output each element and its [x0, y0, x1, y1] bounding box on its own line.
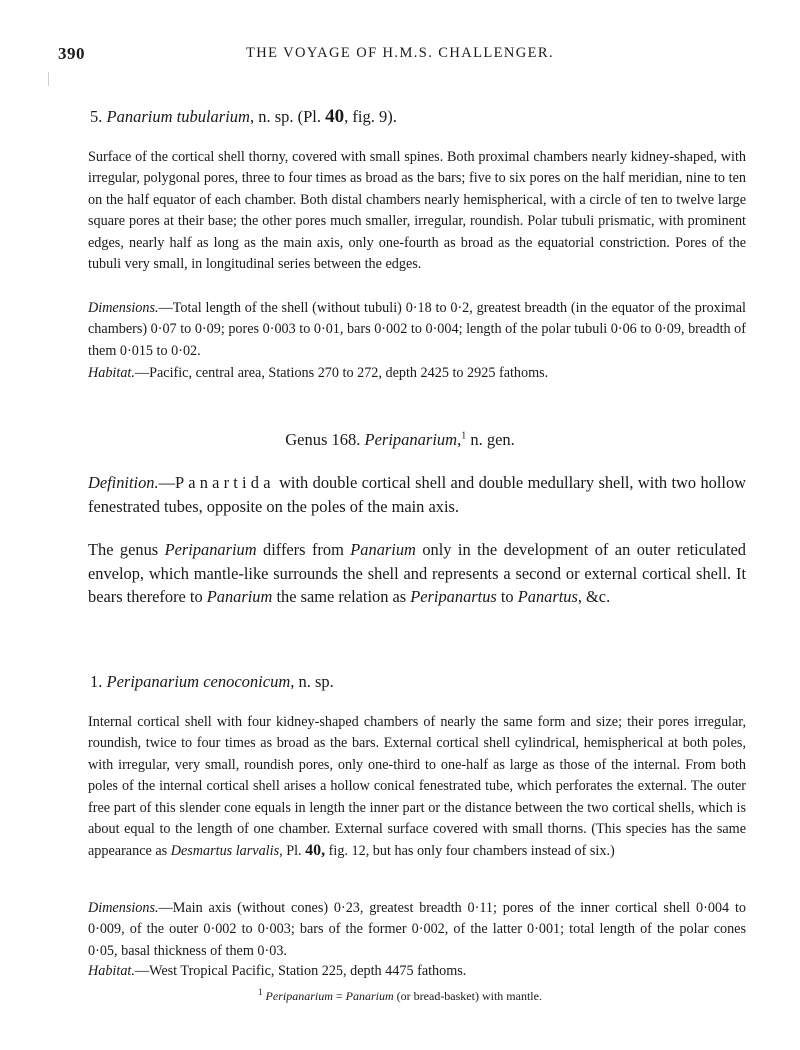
footnote-term: Peripanarium — [265, 989, 333, 1003]
species-heading-panarium-tubularium — [90, 106, 397, 128]
footnote — [0, 987, 800, 1004]
genus-heading — [0, 430, 800, 450]
habitat-paragraph — [88, 961, 746, 982]
note-genus-name: Panarium — [350, 540, 416, 559]
dimensions-text: —Main axis (without cones) 0·23, greatest breadth 0·11; pores of the inner cortical shell 0·004 to 0·009, of the outer 0·002 to 0·003; bars of the former 0·002, of the latter 0·001; total length of the polar cones 0·05, basal thickness of them 0·03. — [88, 900, 746, 959]
note-text: differs from — [256, 540, 351, 559]
genus-suffix: n. gen. — [466, 430, 515, 449]
note-genus-name: Panartus — [517, 587, 578, 607]
species-description-paragraph — [88, 147, 746, 275]
definition-text: with double cortical shell and double medullary shell, with two hollow fenestrated tubes, opposite on the poles of the main axis. — [88, 473, 746, 516]
margin-mark — [48, 72, 49, 86]
comparison-species: Desmartus larvalis, — [170, 843, 283, 860]
dimensions-text: —Total length of the shell (without tubuli) 0·18 to 0·2, greatest breadth (in the equator of the proximal chambers) 0·07 to 0·09; pores 0·003 to 0·01, bars 0·002 to 0·004; length of the polar tubuli 0·06 to 0·09, breadth of them 0·015 to 0·02. — [88, 300, 746, 359]
definition-dash: — — [158, 473, 175, 492]
definition-group: Panartida — [174, 473, 275, 492]
running-title: THE VOYAGE OF H.M.S. CHALLENGER. — [246, 45, 554, 61]
footnote-text: (or bread-basket) with mantle. — [393, 989, 542, 1003]
note-text: to — [496, 587, 518, 607]
species-suffix: , n. sp. (Pl. — [249, 107, 322, 126]
plate-number: 40, — [305, 842, 326, 860]
note-genus-name: Peripanartus — [410, 587, 497, 607]
plate-number: 40 — [325, 106, 345, 127]
running-header — [58, 44, 742, 66]
dimensions-label: Dimensions. — [88, 900, 159, 916]
habitat-text: —Pacific, central area, Stations 270 to 272, depth 2425 to 2925 fathoms. — [134, 365, 549, 381]
description-text: Surface of the cortical shell thorny, covered with small spines. Both proximal chambers nearly kidney-shaped, with irregular, polygonal pores, three to four times as broad as the bars; five to six pores on the half meridian, nine to ten on the half equator of each chamber. Both distal chambers nearly hemispherical, with a circle of ten to twelve large square pores at their base; the other pores much smaller, irregular, roundish. Polar tubuli prismatic, with prominent edges, nearly half as long as the main axis, only one-fourth as broad as the equatorial constriction. Pores of the tubuli very small, in longitudinal series between the edges. — [88, 149, 746, 273]
species-number: 5. — [90, 107, 103, 126]
description-text: Internal cortical shell with four kidney-shaped chambers of nearly the same form and size; their pores irregular, roundish, twice to four times as broad as the bars. External cortical shell cylindrical, hemispherical at both poles, with irregular, very small, roundish pores, only one-third to one-half as large as those of the internal. From both poles of the internal cortical shell arises a hollow conical fenestrated tube, which perforates the external. The outer free part of this slender cone equals in length the inner part or the distance between the two cortical shells, which is about equal to the length of one chamber. External surface covered with small thorns. (This species has the same appearance as — [88, 714, 746, 860]
species-name: Panarium tubularium — [106, 107, 250, 126]
note-text: only in the development of an outer reticulated envelop, which mantle-like surrounds the shell and represents a second or external cortical shell. It bears therefore to — [88, 540, 747, 607]
species-heading-peripanarium-cenoconicum — [90, 672, 334, 692]
dimensions-paragraph — [88, 298, 746, 362]
note-text: The genus — [88, 540, 165, 559]
note-text: the same relation as — [272, 587, 411, 607]
note-text: , &c. — [577, 587, 611, 607]
genus-note-paragraph — [88, 538, 746, 609]
footnote-mark: 1 — [258, 987, 263, 997]
footnote-base: Panarium — [345, 989, 394, 1003]
definition-paragraph — [88, 471, 746, 518]
species-name: Peripanarium cenoconicum — [106, 672, 291, 691]
dimensions-label: Dimensions. — [88, 300, 159, 316]
figure-ref: , fig. 9). — [344, 107, 397, 126]
habitat-label: Habitat. — [88, 963, 135, 979]
habitat-label: Habitat. — [88, 365, 135, 381]
species-suffix: , n. sp. — [290, 672, 334, 691]
page-number: 390 — [58, 44, 85, 63]
footnote-reference: 1 — [461, 430, 467, 442]
description-text: fig. 12, but has only four chambers instead of six.) — [325, 843, 615, 860]
description-text: Pl. — [282, 843, 306, 860]
dimensions-paragraph — [88, 898, 746, 962]
footnote-equals: = — [332, 989, 346, 1003]
genus-prefix: Genus 168. — [285, 430, 361, 449]
definition-label: Definition. — [88, 473, 159, 492]
habitat-text: —West Tropical Pacific, Station 225, depth 4475 fathoms. — [134, 963, 467, 979]
species-description-paragraph — [88, 712, 746, 863]
note-genus-name: Panarium — [206, 587, 273, 607]
habitat-paragraph — [88, 363, 746, 384]
genus-name: Peripanarium, — [364, 430, 462, 449]
note-genus-name: Peripanarium — [164, 540, 257, 559]
species-number: 1. — [90, 672, 103, 691]
